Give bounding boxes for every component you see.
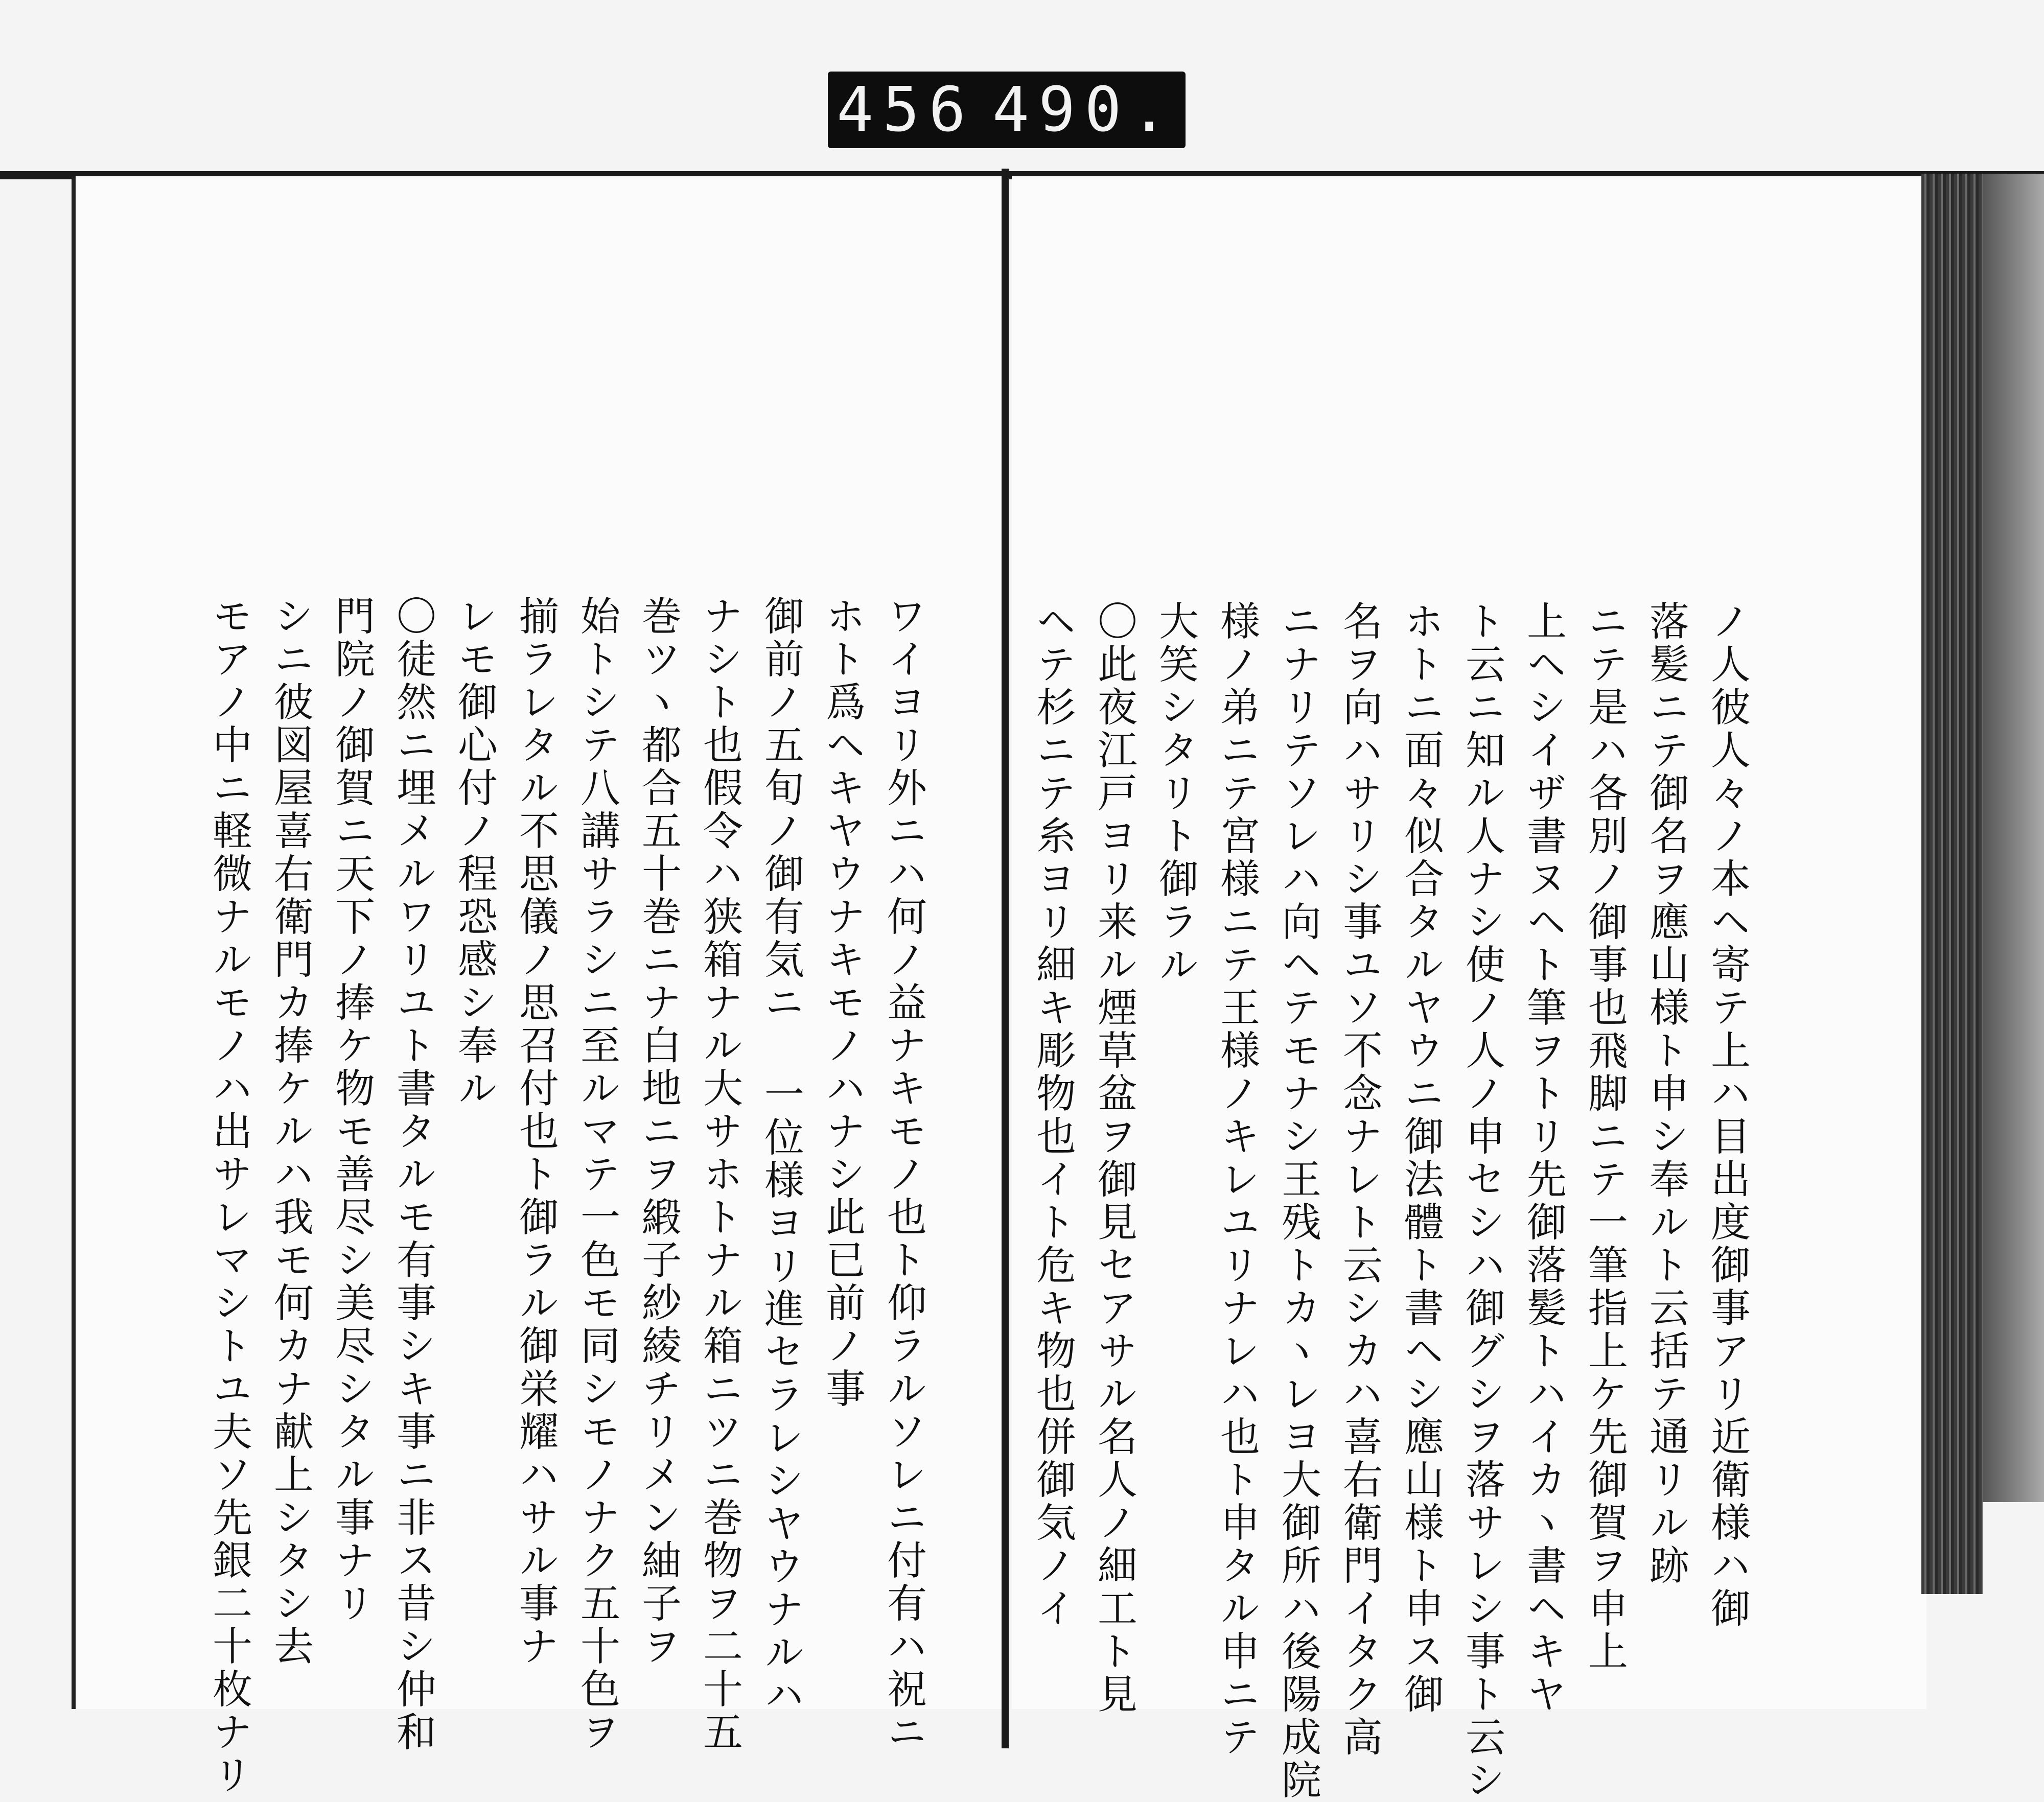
right-column: 上ヘシイザ書ヌヘト筆ヲトリ先御落髪トハイカヽ書ヘキヤ	[1520, 600, 1566, 1716]
right-column: 様ノ弟ニテ宮様ニテ王様ノキレユリナレハ也ト申タル申ニテ	[1214, 600, 1260, 1759]
label-right-number: 490.	[992, 74, 1177, 146]
left-column: 御前ノ五旬ノ御有気ニ 一位様ヨリ進セラレシヤウナルハ	[758, 595, 804, 1717]
right-page	[1012, 176, 1926, 1802]
archive-label	[828, 72, 1186, 148]
book-edge-shadow	[1983, 174, 2044, 1502]
label-left-number: 456	[837, 74, 975, 146]
right-column: ノ人彼人々ノ本ヘ寄テ上ハ目出度御事アリ近衛様ハ御	[1704, 600, 1750, 1630]
right-column: 落髪ニテ御名ヲ應山様ト申シ奉ルト云括テ通リル跡	[1643, 600, 1689, 1587]
left-column: シニ彼図屋喜右衛門カ捧ケルハ我モ何カナ献上シタシ去	[267, 595, 313, 1668]
right-column: 名ヲ向ハサリシ事ユソ不念ナレト云シカハ喜右衛門イタク高	[1336, 600, 1382, 1759]
left-column: 〇徒然ニ埋メルワリユト書タルモ有事シキ事ニ非ス昔シ仲和	[390, 595, 436, 1754]
left-column: ナシト也假令ハ狭箱ナル大サホトナル箱ニツニ巻物ヲ二十五	[696, 595, 742, 1754]
book-spine	[1002, 169, 1009, 1748]
left-page	[72, 176, 1006, 1797]
right-column: ホトニ面々似合タルヤウニ御法體ト書ヘシ應山様ト申ス御	[1398, 600, 1444, 1716]
book-fore-edge	[1921, 174, 1983, 1594]
left-column: 始トシテ八講サラシニ至ルマテ一色モ同シモノナク五十色ヲ	[574, 595, 620, 1754]
right-column: 〇此夜江戸ヨリ来ル煙草盆ヲ御見セアサル名人ノ細工ト見	[1091, 600, 1137, 1716]
right-column: 大笑シタリト御ラル	[1152, 600, 1198, 987]
left-column: ワイヨリ外ニハ何ノ益ナキモノ也ト仰ラルソレニ付有ハ祝ニ	[880, 595, 926, 1754]
left-column: モアノ中ニ軽微ナルモノハ出サレマシトユ夫ソ先銀二十枚ナリ	[206, 595, 252, 1797]
right-column: ト云ニ知ル人ナシ使ノ人ノ申セシハ御グシヲ落サレシ事ト云シ	[1459, 600, 1505, 1802]
left-column: 巻ツヽ都合五十巻ニナ白地ニヲ緞子紗綾チリメン紬子ヲ	[635, 595, 681, 1668]
left-column: ホト爲ヘキヤウナキモノハナシ此已前ノ事	[819, 595, 865, 1411]
left-column: 門院ノ御賀ニ天下ノ捧ケ物モ善尽シ美尽シタル事ナリ	[329, 595, 375, 1625]
right-column: ヘテ杉ニテ糸ヨリ細キ彫物也イト危キ物也併御気ノイ	[1030, 600, 1076, 1630]
right-column: ニテ是ハ各別ノ御事也飛脚ニテ一筆指上ケ先御賀ヲ申上	[1582, 600, 1628, 1673]
right-column: ニナリテソレハ向ヘテモナシ王残トカヽレヨ大御所ハ後陽成院	[1275, 600, 1321, 1802]
left-page-text	[198, 595, 934, 1797]
left-column: レモ御心付ノ程恐感シ奉ル	[451, 595, 497, 1110]
right-page-text	[1022, 600, 1758, 1802]
left-column: 揃ラレタル不思儀ノ思召付也ト御ラル御栄耀ハサル事ナ	[513, 595, 559, 1668]
